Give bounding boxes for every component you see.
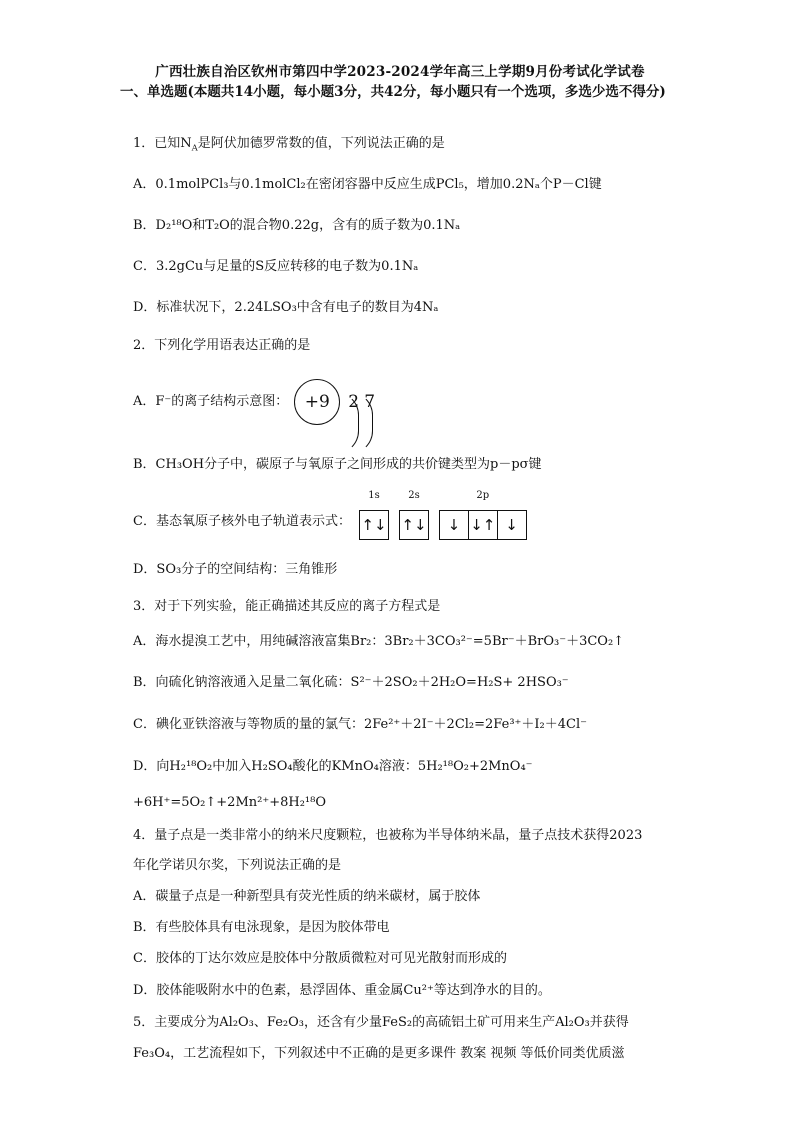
orbital-box: ↓ — [497, 510, 527, 540]
q3-option-d: D．向H₂¹⁸O₂中加入H₂SO₄酸化的KMnO₄溶液：5H₂¹⁸O₂+2MnO₄⁻ — [133, 759, 533, 774]
orbital-box: ↑↓ — [399, 510, 429, 540]
ion-shell-2: 7 — [364, 392, 376, 412]
q4-option-b: B．有些胶体具有电泳现象，是因为胶体带电 — [133, 920, 390, 935]
orbital-box: ↑↓ — [359, 510, 389, 540]
q3-option-b: B．向硫化钠溶液通入足量二氧化硫：S²⁻＋2SO₂＋2H₂O=H₂S+ 2HSO₃⁻ — [133, 675, 569, 690]
q1-option-b: B．D₂¹⁸O和T₂O的混合物0.22g，含有的质子数为0.1Nₐ — [133, 218, 461, 233]
section-heading: 一、单选题(本题共14小题，每小题3分，共42分，每小题只有一个选项，多选少选不得分) — [120, 84, 666, 100]
orbital-2s: 2s ↑↓ — [399, 486, 429, 540]
q2-option-b: B．CH₃OH分子中，碳原子与氧原子之间形成的共价键类型为p－pσ键 — [133, 457, 542, 472]
q3-stem: 3．对于下列实验，能正确描述其反应的离子方程式是 — [133, 599, 441, 614]
exam-title: 广西壮族自治区钦州市第四中学2023-2024学年高三上学期9月份考试化学试卷 — [155, 64, 645, 80]
q3-option-c: C．碘化亚铁溶液与等物质的量的氯气：2Fe²⁺＋2I⁻＋2Cl₂=2Fe³⁺＋I₂＋4Cl⁻ — [133, 717, 587, 732]
ion-nucleus: +9 — [294, 379, 340, 425]
orbital-box: ↓↑ — [468, 510, 498, 540]
q1-option-d: D．标准状况下，2.24LSO₃中含有电子的数目为4Nₐ — [133, 300, 439, 315]
orbital-2p: 2p ↓ ↓↑ ↓ — [439, 486, 527, 540]
q3-option-a: A．海水提溴工艺中，用纯碱溶液富集Br₂：3Br₂＋3CO₃²⁻=5Br⁻＋BrO₃⁻＋3CO₂↑ — [133, 634, 625, 649]
orbital-1s: 1s ↑↓ — [359, 486, 389, 540]
q4-stem-line-1: 4．量子点是一类非常小的纳米尺度颗粒，也被称为半导体纳米晶，量子点技术获得2023 — [133, 828, 643, 843]
q1-stem: 1．已知$N_A$是阿伏加德罗常数的值，下列说法正确的是 — [133, 136, 445, 154]
orbital-diagram — [359, 486, 527, 540]
q2-option-c: C．基态氧原子核外电子轨道表示式： 1s ↑↓ 2s ↑↓ 2p ↓ ↓↑ ↓ — [133, 492, 527, 540]
q5-stem-line-1: 5．主要成分为Al₂O₃、Fe₂O₃，还含有少量FeS₂的高硫铝土矿可用来生产Al₂O₃并获得 — [133, 1015, 629, 1030]
orbital-box: ↓ — [439, 510, 469, 540]
ion-shells — [340, 372, 380, 432]
q2-option-a: A．F⁻的离子结构示意图： +9 2 7 — [133, 372, 380, 432]
q1-option-c: C．3.2gCu与足量的S反应转移的电子数为0.1Nₐ — [133, 259, 419, 274]
fluoride-ion-diagram — [294, 372, 380, 432]
q4-option-a: A．碳量子点是一种新型具有荧光性质的纳米碳材，属于胶体 — [133, 889, 481, 904]
q3-option-d-continued: +6H⁺=5O₂↑+2Mn²⁺+8H₂¹⁸O — [133, 795, 327, 810]
ion-shell-1: 2 — [348, 392, 360, 412]
q5-stem-line-2: Fe₃O₄，工艺流程如下，下列叙述中不正确的是更多课件 教案 视频 等低价同类优质滋 — [133, 1046, 625, 1061]
q1-option-a: A．0.1molPCl₃与0.1molCl₂在密闭容器中反应生成PCl₅，增加0.2Nₐ个P－Cl键 — [133, 177, 602, 192]
q2-stem: 2．下列化学用语表达正确的是 — [133, 338, 311, 353]
q4-option-d: D．胶体能吸附水中的色素，悬浮固体、重金属Cu²⁺等达到净水的目的。 — [133, 983, 551, 998]
q4-stem-line-2: 年化学诺贝尔奖，下列说法正确的是 — [133, 858, 342, 873]
q2-option-d: D．SO₃分子的空间结构：三角锥形 — [133, 562, 338, 577]
q4-option-c: C．胶体的丁达尔效应是胶体中分散质微粒对可见光散射而形成的 — [133, 951, 507, 966]
